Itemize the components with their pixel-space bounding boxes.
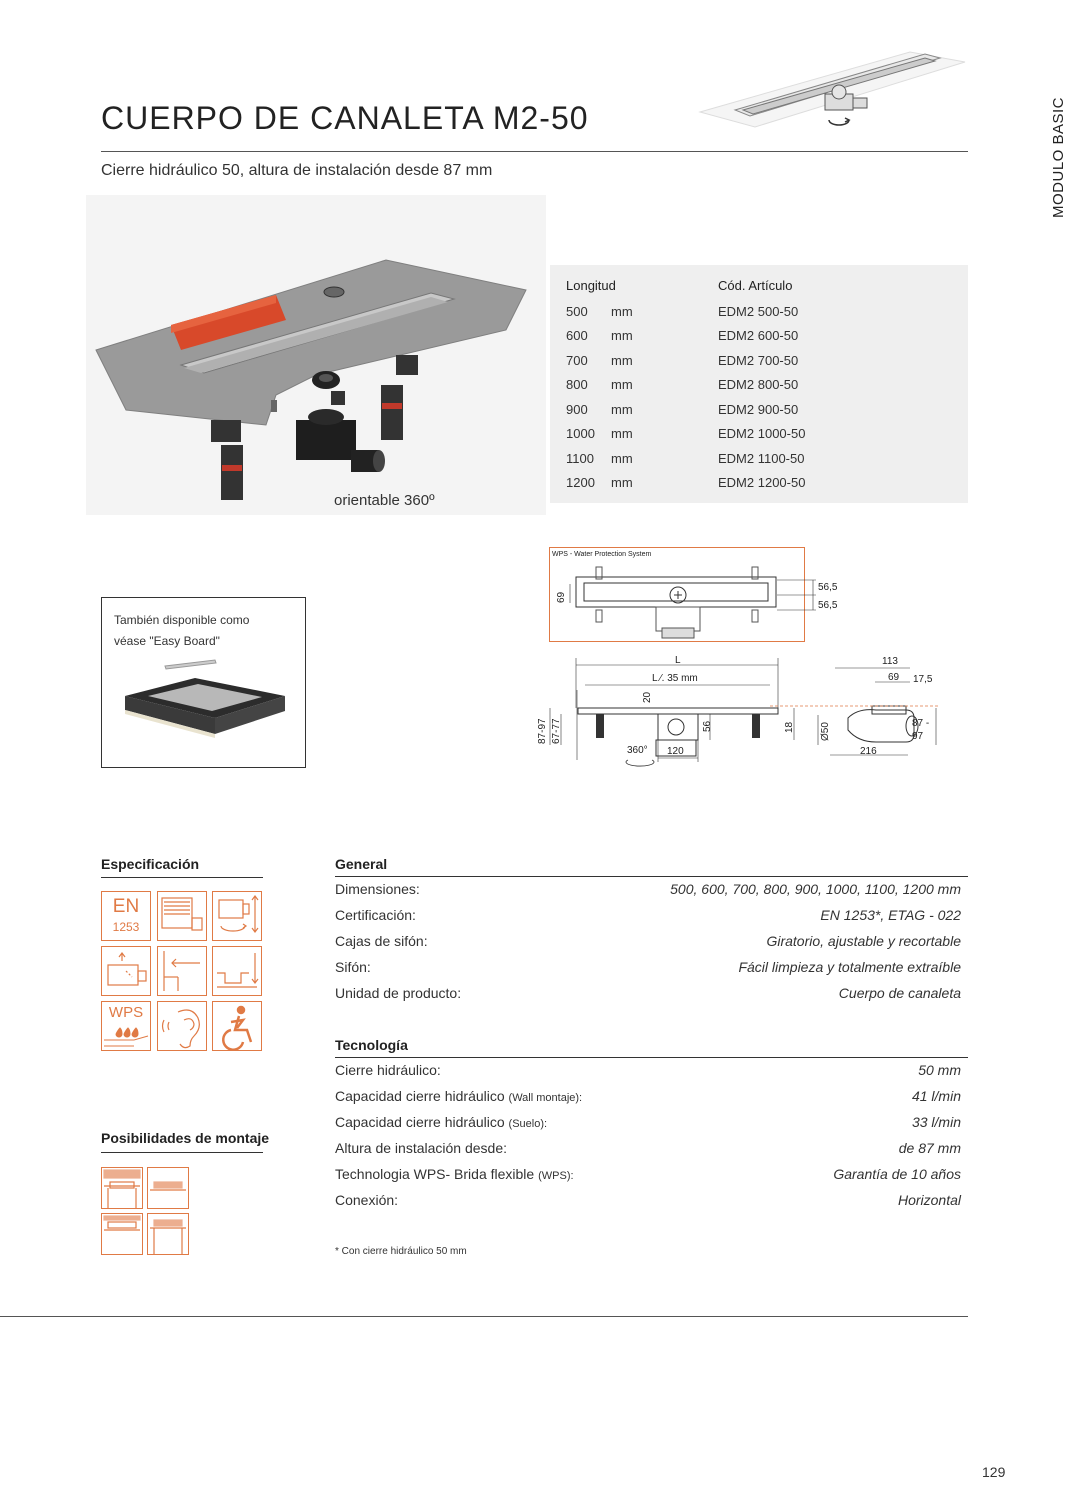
spec-row-wps: Technologia WPS- Brida flexible (WPS): Garantía de 10 años [335,1166,961,1182]
table-row: 500 mm EDM2 500-50 [566,304,799,319]
general-heading: General [335,856,388,872]
spec-divider [101,877,263,878]
spec-row-connection: Conexión: Horizontal [335,1192,961,1208]
svg-text:69: 69 [556,591,567,603]
mount-option-corner-icon [101,1213,143,1255]
page-title: CUERPO DE CANALETA M2-50 [101,100,589,136]
svg-text:Ø50: Ø50 [820,722,831,741]
mounting-options-grid [101,1167,191,1257]
svg-text:67-77: 67-77 [551,718,562,744]
mounting-divider [101,1152,263,1153]
table-row: 900 mm EDM2 900-50 [566,402,799,417]
svg-text:97: 97 [912,731,924,742]
wps-label: WPS - Water Protection System [552,551,652,558]
col-header-code: Cód. Artículo [718,278,793,293]
spec-row-product-unit: Unidad de producto: Cuerpo de canaleta [335,985,961,1001]
easy-board-image [120,656,290,756]
table-row: 700 mm EDM2 700-50 [566,353,799,368]
svg-text:87 -: 87 - [912,718,930,729]
product-hero-image [86,195,546,515]
spec-row-siphon-boxes: Cajas de sifón: Giratorio, ajustable y recortable [335,933,961,949]
accessibility-icon [212,1001,262,1051]
svg-text:216: 216 [860,746,877,757]
article-code-table [550,265,968,503]
svg-text:360°: 360° [627,745,648,756]
page-subtitle: Cierre hidráulico 50, altura de instalación desde 87 mm [101,162,493,179]
col-header-length: Longitud [566,278,616,293]
footnote: * Con cierre hidráulico 50 mm [335,1246,467,1257]
spec-row-install-height: Altura de instalación desde: de 87 mm [335,1140,961,1156]
title-divider [101,151,968,152]
tecnologia-heading: Tecnología [335,1037,408,1053]
svg-text:L: L [675,655,681,666]
spec-row-capacity-floor: Capacidad cierre hidráulico (Suelo): 33 l/min [335,1114,961,1130]
table-row: 600 mm EDM2 600-50 [566,328,799,343]
svg-text:87-97: 87-97 [537,718,548,744]
svg-text:56: 56 [702,720,713,732]
tecnologia-divider [335,1057,968,1058]
rotation-height-icon [212,891,262,941]
spec-row-water-seal: Cierre hidráulico: 50 mm [335,1062,961,1078]
side-section-label: MODULO BASIC [1050,96,1067,218]
table-row: 1100 mm EDM2 1100-50 [566,451,805,466]
mount-option-niche-icon [147,1213,189,1255]
technical-drawing [530,540,970,775]
svg-text:56,5: 56,5 [818,582,838,593]
spec-icon-grid [101,891,263,1053]
svg-text:L ⁄. 35 mm: L ⁄. 35 mm [652,673,698,684]
easy-board-callout: También disponible como véase "Easy Board" [101,597,306,768]
table-row: 800 mm EDM2 800-50 [566,377,799,392]
svg-text:120: 120 [667,746,684,757]
en1253-icon: EN 1253 [101,891,151,941]
footer-divider [0,1316,968,1317]
ear-sound-icon [157,1001,207,1051]
table-row: 1200 mm EDM2 1200-50 [566,475,806,490]
spec-row-dimensions: Dimensiones: 500, 600, 700, 800, 900, 1000, 1100, 1200 mm [335,881,961,897]
orientable-caption: orientable 360º [334,492,435,509]
page-number: 129 [982,1464,1006,1480]
svg-text:56,5: 56,5 [818,600,838,611]
horizontal-outlet-icon [157,946,207,996]
mounting-heading: Posibilidades de montaje [101,1130,270,1146]
low-height-icon [212,946,262,996]
spec-heading: Especificación [101,856,200,872]
svg-text:17,5: 17,5 [913,674,933,685]
mount-option-wall-icon [101,1167,143,1209]
spec-row-certification: Certificación: EN 1253*, ETAG - 022 [335,907,961,923]
general-divider [335,876,968,877]
spec-row-capacity-wall: Capacidad cierre hidráulico (Wall montaje): 41 l/min [335,1088,961,1104]
svg-text:69: 69 [888,672,900,683]
grate-cover-icon [157,891,207,941]
svg-text:113: 113 [882,656,898,667]
channel-thumbnail-image [695,42,975,137]
mount-option-floor-icon [147,1167,189,1209]
svg-text:18: 18 [784,721,795,733]
svg-text:20: 20 [642,691,653,703]
table-row: 1000 mm EDM2 1000-50 [566,426,806,441]
wps-icon: WPS [101,1001,151,1051]
siphon-removal-icon [101,946,151,996]
spec-row-siphon: Sifón: Fácil limpieza y totalmente extraíble [335,959,961,975]
